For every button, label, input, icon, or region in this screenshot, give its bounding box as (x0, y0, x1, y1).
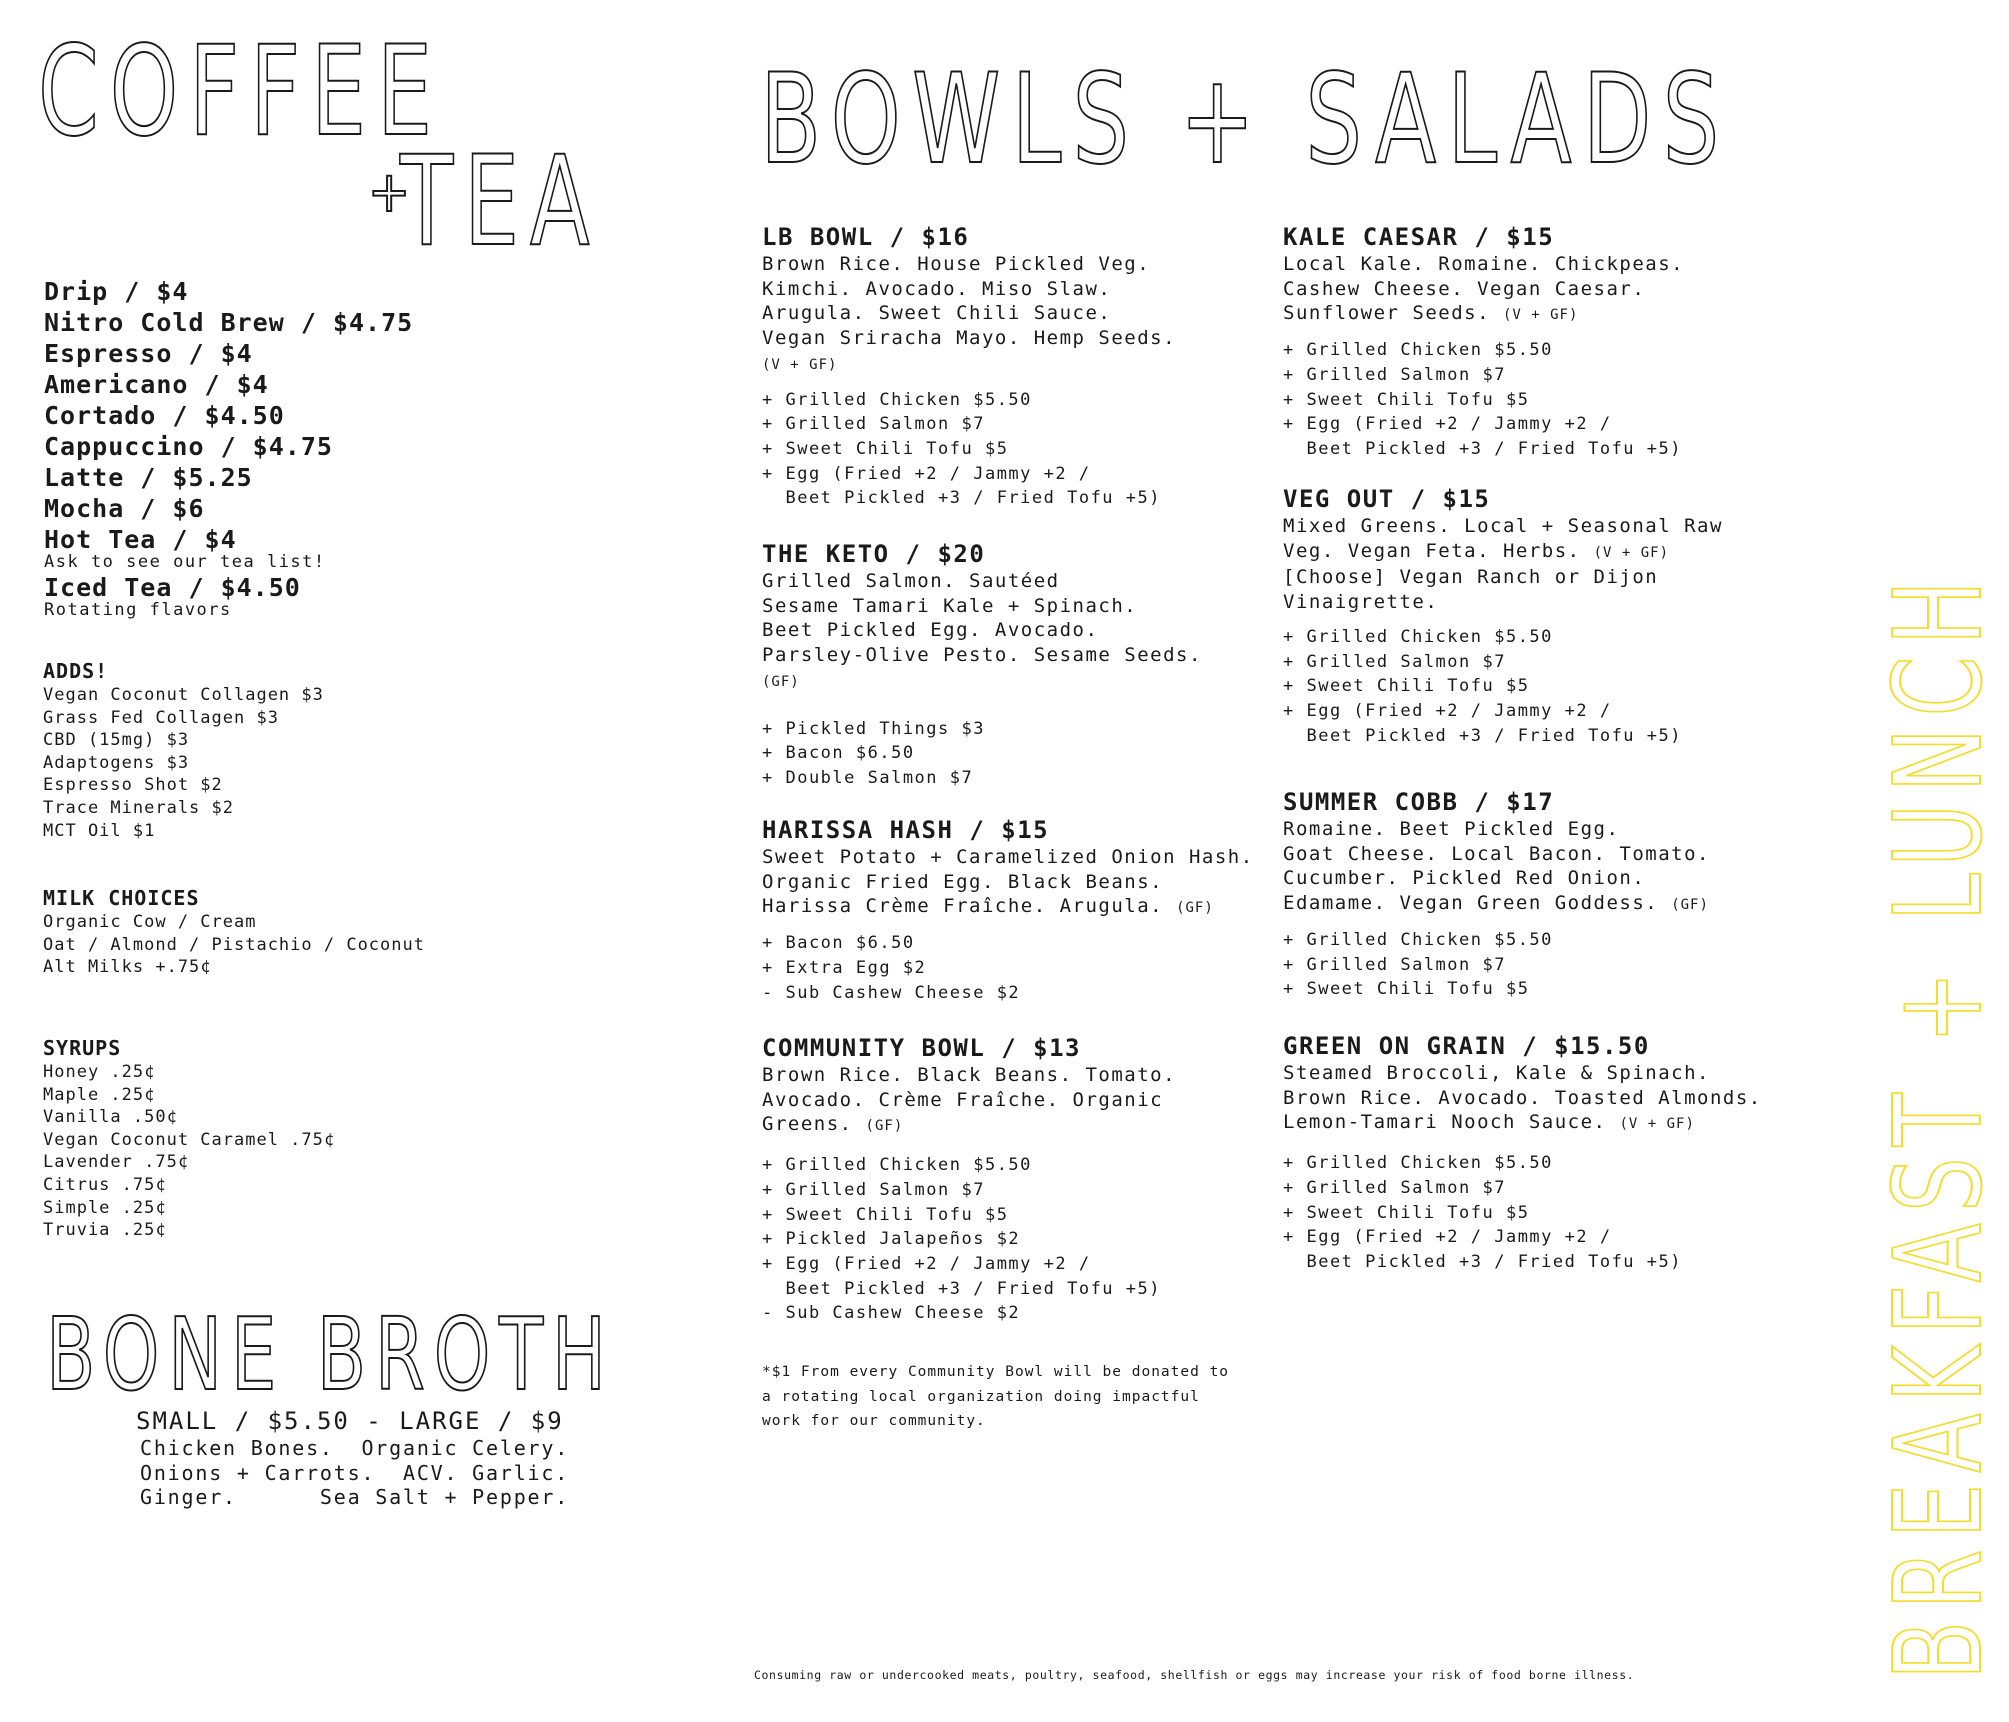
item-title: LB BOWL / $16 (762, 223, 970, 251)
list-item: Lavender .75¢ (43, 1152, 190, 1173)
list-item: Simple .25¢ (43, 1197, 167, 1218)
syrups-heading: SYRUPS (43, 1036, 122, 1060)
addon-item: Beet Pickled +3 / Fried Tofu +5) (1283, 438, 1682, 459)
coffee-item: Drip / $4 (44, 277, 189, 306)
addon-item: + Pickled Jalapeños $2 (762, 1229, 1021, 1250)
item-title: KALE CAESAR / $15 (1283, 223, 1555, 251)
addon-item: Beet Pickled +3 / Fried Tofu +5) (762, 1278, 1161, 1299)
item-description: [Choose] Vegan Ranch or Dijon (1283, 566, 1659, 589)
item-description: Beet Pickled Egg. Avocado. (762, 619, 1099, 642)
coffee-item-note: Rotating flavors (44, 600, 232, 620)
item-description: Sesame Tamari Kale + Spinach. (762, 594, 1138, 617)
addon-item: + Grilled Salmon $7 (1283, 364, 1506, 385)
addon-item: + Sweet Chili Tofu $5 (1283, 1202, 1530, 1223)
footnote-line: *$1 From every Community Bowl will be donated to (762, 1364, 1230, 1380)
addon-item: - Sub Cashew Cheese $2 (762, 982, 1021, 1003)
list-item: MCT Oil $1 (43, 820, 156, 841)
addon-item: + Bacon $6.50 (762, 933, 915, 954)
coffee-item: Iced Tea / $4.50 (44, 573, 301, 602)
addon-item: + Sweet Chili Tofu $5 (1283, 389, 1530, 410)
item-description: Kimchi. Avocado. Miso Slaw. (762, 277, 1112, 300)
dietary-tag: (GF) (1176, 900, 1214, 917)
addon-item: + Extra Egg $2 (762, 957, 927, 978)
dietary-tag: (GF) (762, 673, 800, 690)
addon-item: + Sweet Chili Tofu $5 (762, 1204, 1009, 1225)
menu-item-summer-cobb (1283, 787, 1710, 1002)
addon-item: + Grilled Salmon $7 (1283, 651, 1506, 672)
food-safety-disclaimer: Consuming raw or undercooked meats, poultry, seafood, shellfish or eggs may increase your risk of food borne illness. (754, 1668, 1635, 1682)
addon-item: Beet Pickled +3 / Fried Tofu +5) (1283, 1251, 1682, 1272)
item-description: Brown Rice. Avocado. Toasted Almonds. (1283, 1086, 1762, 1109)
coffee-item: Espresso / $4 (44, 339, 253, 368)
addon-list (1283, 928, 1710, 1002)
addon-item: + Grilled Chicken $5.50 (1283, 340, 1553, 361)
item-title: VEG OUT / $15 (1283, 485, 1491, 513)
addon-item: + Grilled Chicken $5.50 (1283, 1153, 1553, 1174)
addon-item: - Sub Cashew Cheese $2 (762, 1303, 1021, 1324)
dietary-tag: (V + GF) (1502, 307, 1579, 324)
item-description: Edamame. Vegan Green Goddess. (1283, 892, 1659, 915)
menu-item-veg-out (1283, 484, 1723, 748)
item-title: COMMUNITY BOWL / $13 (762, 1034, 1081, 1062)
addon-item: + Grilled Chicken $5.50 (1283, 626, 1553, 647)
milk-choices-section (43, 885, 425, 979)
bone-broth-description: Ginger. Sea Salt + Pepper. (140, 1485, 570, 1509)
coffee-item: Latte / $5.25 (44, 463, 253, 492)
adds-section (43, 658, 324, 842)
item-description: Veg. Vegan Feta. Herbs. (1283, 539, 1581, 562)
item-description: Harissa Crème Fraîche. Arugula. (762, 895, 1164, 918)
item-description: Sunflower Seeds. (1283, 302, 1491, 325)
adds-heading: ADDS! (43, 659, 109, 683)
item-description: Brown Rice. House Pickled Veg. (762, 253, 1151, 275)
item-description: Goat Cheese. Local Bacon. Tomato. (1283, 842, 1710, 865)
coffee-item-note: Ask to see our tea list! (44, 552, 326, 572)
syrups-section (43, 1035, 335, 1242)
item-description: Organic Fried Egg. Black Beans. (762, 870, 1164, 893)
addon-list (762, 931, 1254, 1005)
menu-item-kale-caesar (1283, 222, 1684, 462)
item-description: Mixed Greens. Local + Seasonal Raw (1283, 515, 1723, 537)
item-description: Steamed Broccoli, Kale & Spinach. (1283, 1062, 1710, 1084)
addon-list (1283, 1151, 1762, 1275)
item-description: Grilled Salmon. Sautéed (762, 570, 1060, 592)
addon-item: + Grilled Chicken $5.50 (762, 1155, 1032, 1176)
item-description: Sweet Potato + Caramelized Onion Hash. (762, 846, 1254, 868)
item-description: Local Kale. Romaine. Chickpeas. (1283, 253, 1685, 275)
item-description: Romaine. Beet Pickled Egg. (1283, 818, 1620, 840)
addon-item: + Pickled Things $3 (762, 718, 985, 739)
footnote-line: a rotating local organization doing impactful (762, 1388, 1200, 1405)
list-item: Maple .25¢ (43, 1084, 156, 1105)
list-item: Espresso Shot $2 (43, 775, 223, 796)
item-description: Lemon-Tamari Nooch Sauce. (1283, 1111, 1607, 1134)
coffee-item: Hot Tea / $4 (44, 525, 237, 554)
dietary-tag: (V + GF) (1619, 1116, 1695, 1133)
addon-item: + Grilled Salmon $7 (1283, 954, 1506, 975)
list-item: CBD (15mg) $3 (43, 730, 190, 751)
bone-broth-description: Chicken Bones. Organic Celery. (140, 1436, 570, 1460)
addon-item: + Sweet Chili Tofu $5 (1283, 979, 1530, 1000)
menu-item-harissa-hash (762, 815, 1254, 1005)
coffee-item: Nitro Cold Brew / $4.75 (44, 308, 414, 337)
menu-item-lb-bowl (762, 222, 1176, 511)
list-item: Oat / Almond / Pistachio / Coconut (43, 934, 425, 955)
list-item: Vegan Coconut Caramel .75¢ (43, 1129, 336, 1150)
list-item: Honey .25¢ (43, 1062, 156, 1082)
item-description: Avocado. Crème Fraîche. Organic (762, 1088, 1164, 1111)
list-item: Organic Cow / Cream (43, 912, 257, 932)
addon-item: + Grilled Salmon $7 (1283, 1177, 1506, 1198)
bowls-salads-heading: BOWLS + SALADS (760, 48, 1731, 192)
bone-broth-description: Onions + Carrots. ACV. Garlic. (140, 1460, 570, 1485)
item-description: Vinaigrette. (1283, 591, 1439, 614)
coffee-heading: COFFEE (38, 20, 443, 164)
list-item: Vegan Coconut Collagen $3 (43, 685, 324, 705)
item-description: Cucumber. Pickled Red Onion. (1283, 867, 1646, 890)
list-item: Truvia .25¢ (43, 1220, 167, 1241)
addon-item: + Grilled Chicken $5.50 (762, 389, 1032, 410)
addon-item: + Grilled Chicken $5.50 (1283, 929, 1553, 950)
menu-item-the-keto (762, 539, 1202, 791)
item-description: Arugula. Sweet Chili Sauce. (762, 302, 1112, 325)
list-item: Adaptogens $3 (43, 752, 190, 773)
addon-item: + Grilled Salmon $7 (762, 414, 985, 435)
milk-choices-heading: MILK CHOICES (43, 886, 200, 910)
item-title: GREEN ON GRAIN / $15.50 (1283, 1032, 1650, 1060)
tea-plus-sign: + (368, 160, 411, 225)
menu-item-green-on-grain (1283, 1031, 1762, 1275)
dietary-tag: (V + GF) (762, 356, 838, 373)
item-description: Parsley-Olive Pesto. Sesame Seeds. (762, 644, 1202, 667)
addon-item: + Bacon $6.50 (762, 743, 915, 764)
addon-list (762, 717, 1202, 791)
list-item: Trace Minerals $2 (43, 797, 234, 818)
bone-broth-price: SMALL / $5.50 - LARGE / $9 (136, 1407, 564, 1435)
item-title: THE KETO / $20 (762, 540, 986, 568)
coffee-item: Americano / $4 (44, 370, 269, 399)
addon-list (762, 1153, 1176, 1326)
addon-list (762, 388, 1176, 512)
dietary-tag: (GF) (1671, 897, 1709, 914)
coffee-item: Cappuccino / $4.75 (44, 432, 333, 461)
coffee-menu-list (44, 276, 413, 620)
breakfast-lunch-vertical-heading: BREAKFAST + LUNCH (1870, 568, 2009, 1680)
addon-item: + Egg (Fried +2 / Jammy +2 / (1283, 414, 1612, 435)
addon-item: + Sweet Chili Tofu $5 (1283, 676, 1530, 697)
addon-item: + Egg (Fried +2 / Jammy +2 / (762, 1253, 1091, 1274)
footnote-line: work for our community. (762, 1413, 986, 1429)
addon-item: Beet Pickled +3 / Fried Tofu +5) (1283, 725, 1682, 746)
addon-item: + Sweet Chili Tofu $5 (762, 438, 1009, 459)
addon-item: + Egg (Fried +2 / Jammy +2 / (1283, 700, 1612, 721)
addon-item: + Grilled Salmon $7 (762, 1179, 985, 1200)
list-item: Alt Milks +.75¢ (43, 957, 212, 978)
item-title: HARISSA HASH / $15 (762, 816, 1050, 844)
list-item: Grass Fed Collagen $3 (43, 707, 279, 728)
tea-heading: TEA (400, 130, 601, 274)
dietary-tag: (GF) (865, 1118, 904, 1135)
item-description: Brown Rice. Black Beans. Tomato. (762, 1064, 1177, 1086)
bone-broth-section (136, 1406, 569, 1510)
coffee-item: Cortado / $4.50 (44, 401, 285, 430)
list-item: Citrus .75¢ (43, 1174, 167, 1195)
addon-item: + Egg (Fried +2 / Jammy +2 / (1283, 1227, 1612, 1248)
list-item: Vanilla .50¢ (43, 1107, 178, 1128)
bone-broth-heading: BONE BROTH (46, 1296, 615, 1413)
coffee-item: Mocha / $6 (44, 494, 205, 523)
item-description: Greens. (762, 1113, 853, 1136)
community-bowl-footnote (762, 1360, 1282, 1434)
dietary-tag: (V + GF) (1593, 544, 1669, 561)
menu-item-community-bowl (762, 1033, 1176, 1326)
addon-item: Beet Pickled +3 / Fried Tofu +5) (762, 488, 1161, 509)
item-description: Vegan Sriracha Mayo. Hemp Seeds. (762, 327, 1177, 350)
item-description: Cashew Cheese. Vegan Caesar. (1283, 277, 1646, 300)
addon-item: + Double Salmon $7 (762, 767, 974, 788)
addon-item: + Egg (Fried +2 / Jammy +2 / (762, 463, 1091, 484)
addon-list (1283, 625, 1723, 749)
item-title: SUMMER COBB / $17 (1283, 788, 1555, 816)
addon-list (1283, 338, 1684, 462)
